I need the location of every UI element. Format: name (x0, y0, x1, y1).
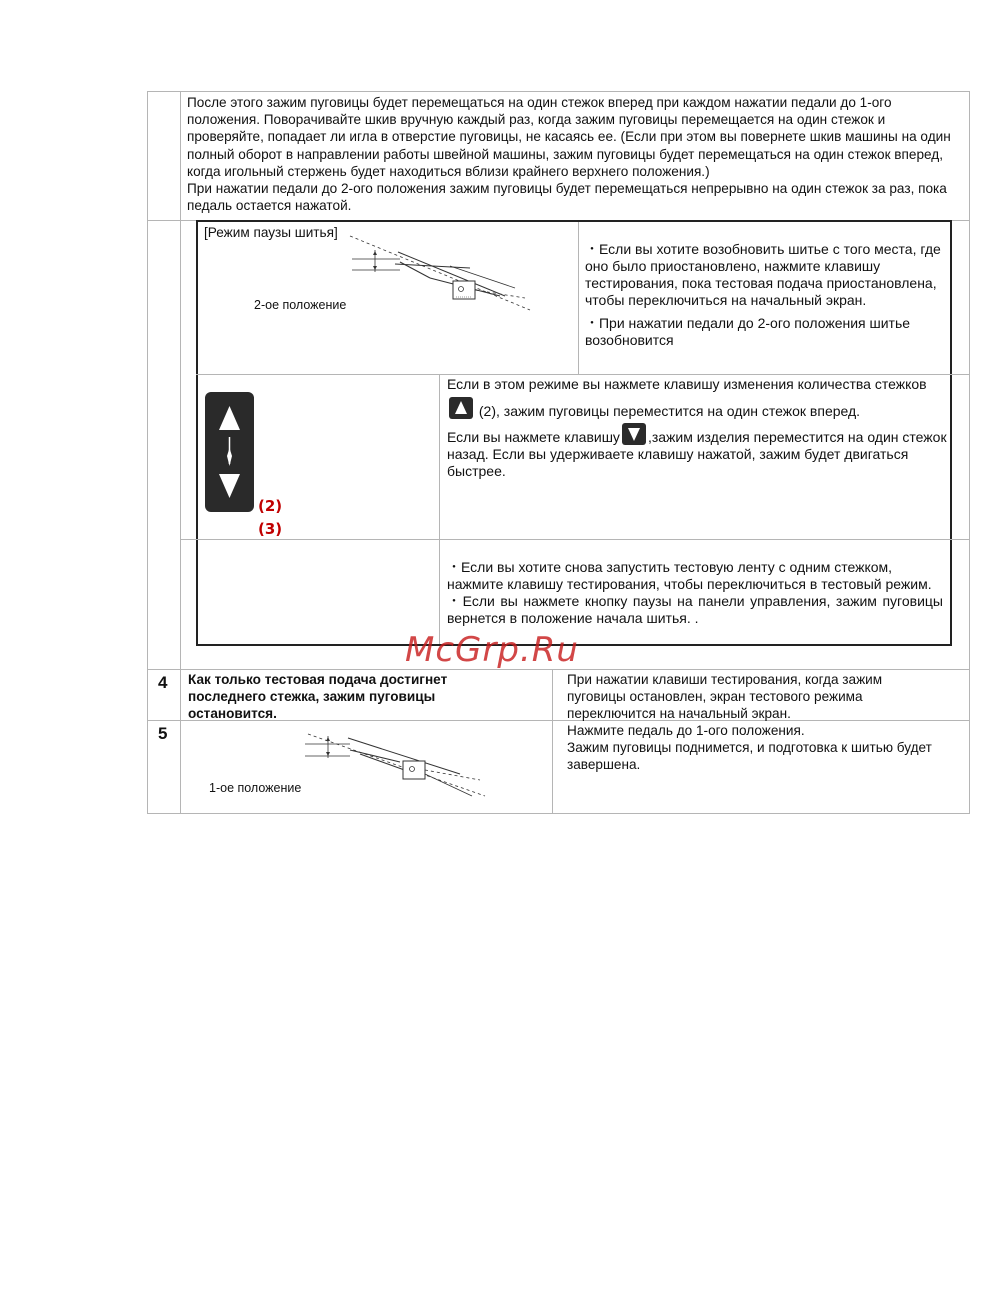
step-5-text-1: Нажмите педаль до 1-ого положения. (567, 723, 805, 738)
restart-bullet-2: ・Если вы нажмете кнопку паузы на панели управления, зажим пуговицы вернется в положение начала шитья. . (447, 593, 943, 626)
pause-bullet-1: ・Если вы хотите возобновить шитье с того места, где оно было приостановлено, нажмите клавишу тестирования, пока тестовая подача приостановлена, чтобы переключиться на начальный экран. (585, 241, 941, 308)
table-border-left (147, 91, 148, 814)
keys-text-a: Если в этом режиме вы нажмете клавишу изменения количества стежков (447, 376, 927, 392)
inner-divider-b (196, 374, 970, 375)
inner-divider-c (439, 374, 440, 644)
inner-divider-a (578, 222, 579, 374)
column-divider (180, 91, 181, 814)
pause-mode-heading: [Режим паузы шитья] (204, 225, 338, 240)
keys-text-d: ,зажим изделия переместится на один стежок назад. Если вы удерживаете клавишу нажатой, зажим будет двигаться быстрее. (447, 429, 947, 479)
needle-icon (227, 448, 232, 466)
keypad-graphic (205, 392, 254, 512)
keys-description (447, 376, 947, 480)
intro-text (187, 94, 965, 214)
step-4-text: При нажатии клавиши тестирования, когда зажим пуговицы остановлен, экран тестового режима переключится на начальный экран. (567, 672, 883, 722)
intro-paragraph-1: После этого зажим пуговицы будет перемещаться на один стежок вперед при каждом нажатии педали до 1-ого положения. Поворачивайте шкив вручную каждый раз, когда зажим пуговицы перемещается на один стежок и проверяйте, попадает ли игла в отверстие пуговицы, не касаясь ее. (Если при этом вы повернете шкив машины на один полный оборот в направлении работы швейной машины, зажим пуговицы будет перемещаться на один стежок вперед, когда игольный стержень будет находиться вблизи крайнего верхнего положения.) (187, 95, 951, 179)
keys-line-c (447, 423, 947, 480)
pause-mode-bullets (585, 241, 945, 349)
down-key-icon[interactable] (622, 423, 646, 445)
key-label-down: (3) (258, 520, 283, 538)
inner-box-right (950, 220, 952, 646)
key-label-up: (2) (258, 497, 283, 515)
table-border-top (147, 91, 970, 92)
up-key-icon[interactable] (449, 397, 473, 419)
step-4-title: Как только тестовая подача достигнет последнего стежка, зажим пуговицы остановится. (188, 672, 448, 722)
up-arrow-icon (219, 406, 240, 430)
inner-divider-d (180, 539, 970, 540)
inner-box-left (196, 220, 198, 646)
pedal-diagram-2nd-position (340, 226, 540, 316)
step-5-number: 5 (158, 724, 168, 743)
restart-bullet-1: ・Если вы хотите снова запустить тестовую ленту с одним стежком, нажмите клавишу тестирования, чтобы переключиться в тестовый режим. (447, 559, 932, 592)
keys-line-b (447, 397, 947, 420)
intro-paragraph-2: При нажатии педали до 2-ого положения зажим пуговицы будет перемещаться непрерывно на один стежок за раз, пока педаль остается нажатой. (187, 181, 947, 214)
restart-bullets (447, 559, 943, 627)
pedal-label-2nd: 2-ое положение (254, 298, 347, 312)
keys-text-b: (2), зажим пуговицы переместится на один стежок вперед. (478, 403, 861, 419)
step-5-text (567, 722, 937, 774)
step-4-number: 4 (158, 673, 168, 692)
pause-bullet-2: ・При нажатии педали до 2-ого положения шитье возобновится (585, 315, 911, 348)
pedal-label-1st: 1-ое положение (209, 781, 302, 795)
inner-box-top (196, 220, 952, 222)
watermark: McGrp.Ru (405, 630, 579, 670)
stitch-count-keypad (205, 392, 254, 512)
table-border-right (969, 91, 970, 814)
down-arrow-icon (219, 474, 240, 498)
keys-text-c: Если вы нажмете клавишу (447, 429, 620, 445)
step-column-divider (552, 669, 553, 814)
pedal-diagram-1st-position (300, 724, 490, 799)
table-border-bottom (147, 813, 970, 814)
step-5-text-2: Зажим пуговицы поднимется, и подготовка к шитью будет завершена. (567, 740, 932, 773)
